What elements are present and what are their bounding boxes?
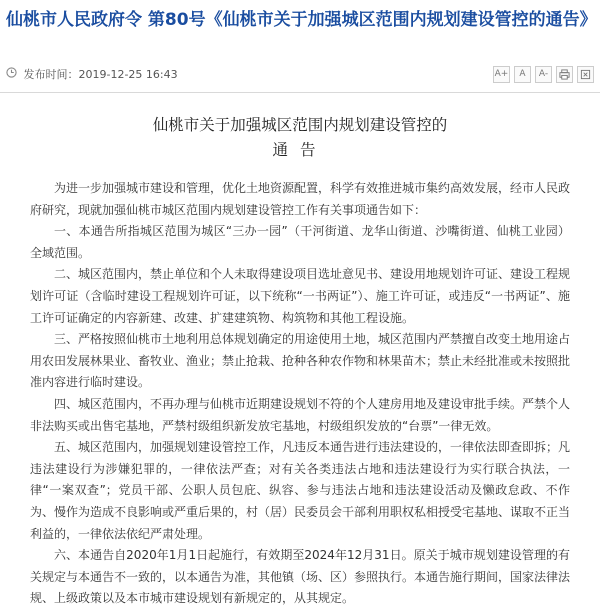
document-body (30, 178, 570, 610)
paragraph-6: 六、本通告自2020年1月1日起施行，有效期至2024年12月31日。原关于城市规划建设管理的有关规定与本通告不一致的，以本通告为准，其他镇（场、区）参照执行。本通告施行期间，国家法律法规、上级政策以及本市城市建设规划有新规定的，从其规定。 (30, 548, 571, 606)
paragraph-4: 四、城区范围内，不再办理与仙桃市近期建设规划不符的个人建房用地及建设审批手续。严禁个人非法购买或出售宅基地，严禁村级组织新发放宅基地，村级组织发放的“台票”一律无效。 (30, 396, 571, 433)
publish-label: 发布时间： (23, 68, 79, 81)
paragraph-3: 三、严格按照仙桃市土地利用总体规划确定的用途使用土地，城区范围内严禁擅自改变土地用途占用农田发展林果业、畜牧业、渔业；禁止抢栽、抢种各种农作物和林果苗木；禁止未经批准或未按照批准内容进行临时建设。 (30, 332, 571, 390)
font-decrease-button[interactable]: A- (535, 66, 552, 83)
document-subtitle: 通告 (272, 141, 328, 159)
publish-time: 2019-12-25 16:43 (78, 68, 178, 81)
print-icon (559, 69, 570, 80)
print-button[interactable] (556, 66, 573, 83)
document-title: 仙桃市关于加强城区范围内规划建设管控的 (152, 116, 448, 134)
clock-icon (6, 62, 17, 88)
font-increase-button[interactable]: A+ (493, 66, 510, 83)
font-default-button[interactable]: A (514, 66, 531, 83)
close-icon (580, 69, 591, 80)
article-headline: 仙桃市人民政府令 第80号《仙桃市关于加强城区范围内规划建设管控的通告》 (6, 10, 597, 30)
divider (0, 92, 600, 93)
close-button[interactable] (577, 66, 594, 83)
article-toolbar (493, 66, 594, 83)
paragraph-intro: 为进一步加强城市建设和管理，优化土地资源配置，科学有效推进城市集约高效发展，经市人民政府研究，现就加强仙桃市城区范围内规划建设管控工作有关事项通告如下： (30, 181, 571, 217)
paragraph-2: 二、城区范围内，禁止单位和个人未取得建设项目选址意见书、建设用地规划许可证、建设工程规划许可证（含临时建设工程规划许可证，以下统称“一书两证”）、施工许可证，或违反“一书两证”、施工许可证确定的内容新建、改建、扩建建筑物、构筑物和其他工程设施。 (30, 267, 571, 325)
paragraph-5: 五、城区范围内，加强规划建设管控工作，凡违反本通告进行违法建设的，一律依法即查即拆；凡违法建设行为涉嫌犯罪的，一律依法严查；对有关各类违法占地和违法建设行为实行联合执法，一律“一案双查”；党员干部、公职人员包庇、纵容、参与违法占地和违法建设活动及懒政怠政、不作为、慢作为造成不良影响或严重后果的，村（居）民委员会干部利用职权私相授受宅基地、谋取不正当利益的，一律依法依纪严肃处理。 (30, 440, 571, 541)
paragraph-1: 一、本通告所指城区范围为城区“三办一园”（干河街道、龙华山街道、沙嘴街道、仙桃工业园）全域范围。 (30, 224, 570, 260)
article-meta-bar (6, 62, 594, 88)
